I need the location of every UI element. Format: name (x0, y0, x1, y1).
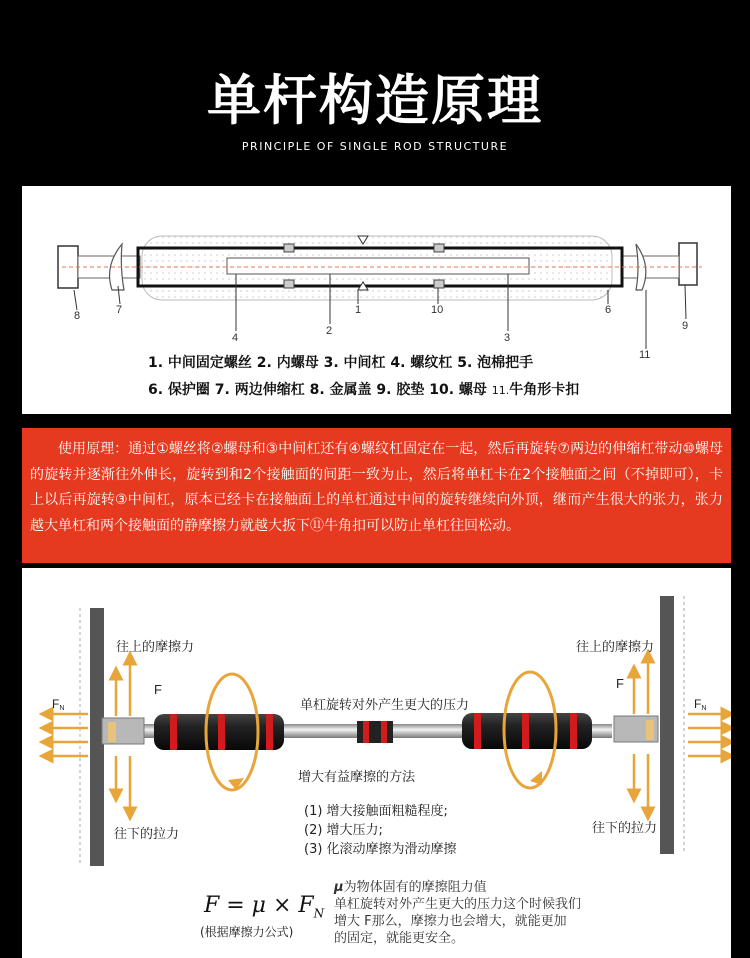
method-title: 增大有益摩擦的方法 (298, 770, 416, 785)
force-f-left: F (154, 682, 162, 697)
page-title: 单杆构造原理 (207, 69, 543, 132)
callout-7: 7 (116, 304, 123, 316)
legend-line-2: 6. 保护圈 7. 两边伸缩杠 8. 金属盖 9. 胶垫 10. 螺母 11.牛角形卡扣 (148, 382, 580, 398)
left-metal-cap (58, 246, 78, 288)
force-panel (22, 568, 731, 958)
note-line-2: 单杠旋转对外产生更大的压力这个时候我们 (334, 897, 582, 912)
principle-panel (22, 428, 731, 563)
formula-caption: (根据摩擦力公式) (200, 925, 294, 939)
callout-11: 11 (639, 349, 651, 361)
down-pull-label-right: 往下的拉力 (592, 821, 658, 836)
callout-4: 4 (232, 332, 239, 344)
method-item-1: (1) 增大接触面粗糙程度; (304, 804, 448, 819)
center-nut (357, 721, 393, 743)
up-friction-label-right: 往上的摩擦力 (576, 640, 655, 655)
principle-text: 使用原理：通过①螺丝将②螺母和③中间杠还有④螺纹杠固定在一起，然后再旋转⑦两边的伸缩杠带动⑩螺母的旋转并逐渐往外伸长，旋转到和2个接触面的间距一致为止，然后将单杠卡在2个接触面之间（不掉即可），卡上以后再旋转③中间杠，原本已经卡在接触面上的单杠通过中间的旋转继续向外顶，继而产生很大的张力，张力越大单杠和两个接触面的静摩擦力就越大扳下⑪牛角扣可以防止单杠往回松动。 (30, 441, 723, 534)
up-friction-label-left: 往上的摩擦力 (116, 640, 195, 655)
note-line-3: 增大 F那么，摩擦力也会增大，就能更加 (334, 914, 567, 929)
normal-force-right: FN (694, 697, 707, 712)
callout-1: 1 (355, 304, 362, 316)
method-item-3: (3) 化滚动摩擦为滑动摩擦 (304, 842, 457, 857)
force-f-right: F (616, 676, 624, 691)
rotation-pressure-label: 单杠旋转对外产生更大的压力 (300, 698, 470, 713)
right-foam-grip (462, 713, 592, 749)
thread-bar (227, 258, 529, 274)
method-item-2: (2) 增大压力; (304, 823, 383, 838)
normal-force-left: FN (52, 697, 65, 712)
legend-line-1: 1. 中间固定螺丝 2. 内螺母 3. 中间杠 4. 螺纹杠 5. 泡棉把手 (148, 355, 534, 371)
callout-6: 6 (605, 304, 612, 316)
callout-10: 10 (431, 304, 444, 316)
note-line-4: 的固定，就能更安全。 (334, 931, 465, 946)
callout-2: 2 (326, 325, 333, 337)
callout-3: 3 (504, 332, 511, 344)
note-line-1: μ为物体固有的摩擦阻力值 (334, 880, 487, 895)
friction-formula: $F = \mu \times F_N$ (204, 893, 325, 921)
page-subtitle: PRINCIPLE OF SINGLE ROD STRUCTURE (241, 140, 509, 153)
right-wall (660, 596, 674, 854)
down-pull-label-left: 往下的拉力 (114, 827, 180, 842)
callout-8: 8 (74, 310, 81, 322)
left-foam-grip (154, 714, 284, 750)
structure-panel (22, 186, 731, 414)
callout-9: 9 (682, 320, 689, 332)
right-rubber-pad (679, 243, 697, 285)
